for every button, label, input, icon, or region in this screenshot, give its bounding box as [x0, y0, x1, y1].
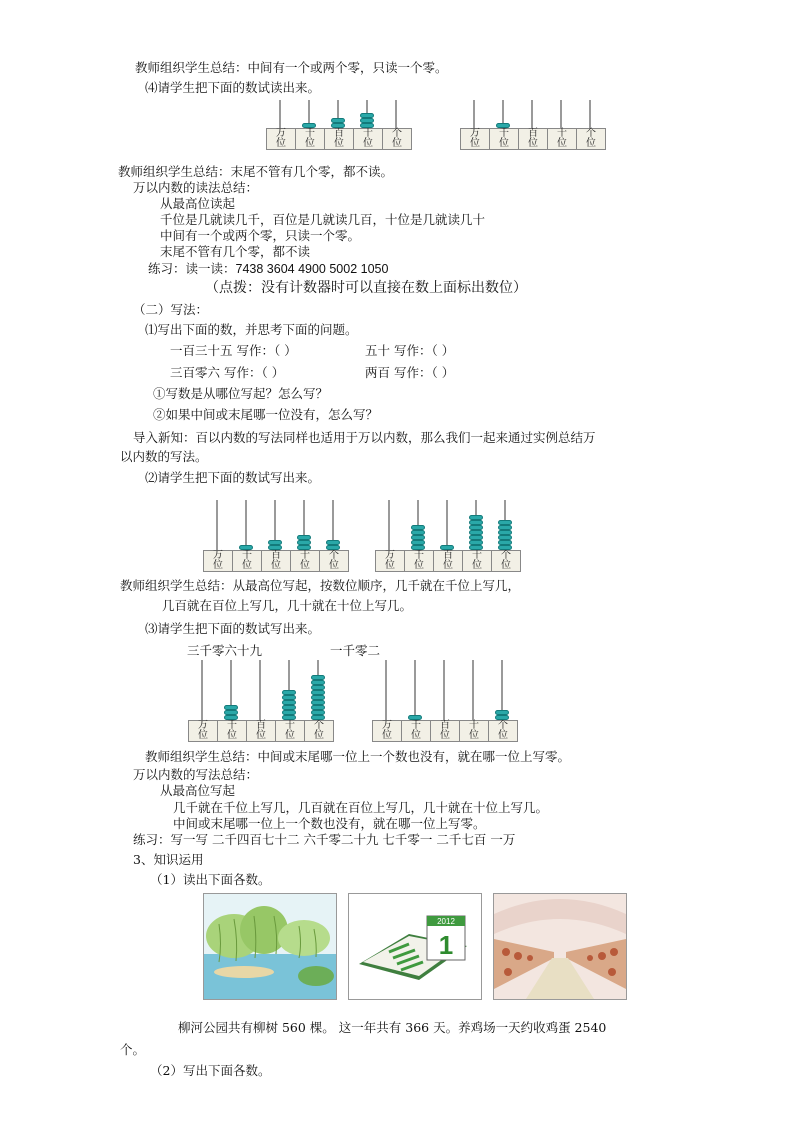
abacus-bead — [282, 715, 296, 720]
question-1: ①写数是从哪位写起？怎么写？ — [153, 386, 329, 401]
willow-park-image — [203, 893, 337, 1000]
abacus-3 — [203, 500, 355, 572]
abacus-bead — [311, 705, 325, 710]
place-label: 千 位 — [405, 551, 434, 571]
place-label: 百 位 — [519, 129, 548, 149]
summary-line-3b: 几百就在百位上写几，几十就在十位上写几。 — [162, 598, 413, 613]
abacus-rod — [414, 660, 416, 720]
place-label: 十 位 — [354, 129, 383, 149]
abacus-rod — [443, 660, 445, 720]
abacus-bead — [496, 123, 510, 128]
abacus-2 — [460, 100, 612, 150]
abacus-bead — [268, 545, 282, 550]
abacus-bead — [311, 700, 325, 705]
abacus-5 — [188, 660, 340, 742]
place-label: 百 位 — [262, 551, 291, 571]
abacus-bead — [282, 710, 296, 715]
calendar-day: 1 — [438, 930, 454, 960]
abacus-bead — [498, 545, 512, 550]
abacus-rod — [531, 100, 533, 128]
place-label: 千 位 — [233, 551, 262, 571]
question-2: ②如果中间或末尾哪一位没有，怎么写？ — [153, 407, 379, 422]
abacus-bead — [311, 695, 325, 700]
abacus-rod — [385, 660, 387, 720]
section-writing: （二）写法： — [133, 302, 209, 317]
abacus-bead — [469, 540, 483, 545]
abacus-bead — [498, 520, 512, 525]
abacus-bead — [440, 545, 454, 550]
abacus-base — [203, 550, 349, 572]
abacus-bead — [360, 113, 374, 118]
abacus-bead — [282, 695, 296, 700]
abacus-bead — [495, 710, 509, 715]
place-label: 万 位 — [376, 551, 405, 571]
abacus-rod — [388, 500, 390, 550]
abacus-bead — [498, 525, 512, 530]
abacus-bead — [311, 680, 325, 685]
abacus-bead — [469, 545, 483, 550]
abacus-bead — [302, 123, 316, 128]
abacus-bead — [411, 535, 425, 540]
step-3-title: ⑶请学生把下面的数试写出来。 — [145, 621, 321, 636]
abacus-base — [375, 550, 521, 572]
place-label: 百 位 — [325, 129, 354, 149]
abacus-bead — [411, 530, 425, 535]
chicken-farm-image — [493, 893, 627, 1000]
write-item-2: 五十 写作：（ ） — [365, 343, 455, 358]
apply-sentence: 柳河公园共有柳树 560 棵。 这一年共有 366 天。养鸡场一天约收鸡蛋 2540 — [178, 1020, 607, 1035]
summary-line-4: 教师组织学生总结：中间或末尾哪一位上一个数也没有，就在哪一位上写零。 — [145, 749, 571, 764]
abacus-bead — [411, 525, 425, 530]
place-label: 千 位 — [296, 129, 325, 149]
place-label: 个 位 — [314, 720, 324, 741]
abacus-bead — [498, 530, 512, 535]
abacus-rod — [216, 500, 218, 550]
abacus-4 — [375, 500, 527, 572]
number-b-label: 一千零二 — [330, 643, 381, 658]
abacus-rod — [245, 500, 247, 550]
place-label: 百 位 — [247, 721, 276, 741]
place-label: 百 位 — [434, 551, 463, 571]
apply-2-title: （2）写出下面各数。 — [150, 1063, 271, 1078]
abacus-bead — [268, 540, 282, 545]
abacus-rod — [279, 100, 281, 128]
summary-line-3a: 教师组织学生总结：从最高位写起，按数位顺序，几千就在千位上写几， — [120, 578, 521, 593]
number-a-label: 三千零六十九 — [187, 643, 263, 658]
writing-summary-title: 万以内数的写法总结： — [133, 767, 259, 782]
abacus-bead — [408, 715, 422, 720]
abacus-base — [188, 720, 334, 742]
write-item-3: 三百零六 写作：（ ） — [170, 365, 285, 380]
abacus-bead — [326, 540, 340, 545]
abacus-bead — [495, 715, 509, 720]
place-label: 万 位 — [204, 551, 233, 571]
abacus-bead — [297, 545, 311, 550]
abacus-bead — [239, 545, 253, 550]
place-label: 万 位 — [461, 129, 490, 149]
abacus-rod — [395, 100, 397, 128]
abacus-bead — [498, 535, 512, 540]
place-label: 千 位 — [402, 721, 431, 741]
abacus-bead — [311, 715, 325, 720]
abacus-base — [460, 128, 606, 150]
write-item-4: 两百 写作：（ ） — [365, 365, 455, 380]
abacus-rod — [589, 100, 591, 128]
place-label: 个 位 — [501, 550, 511, 571]
abacus-bead — [469, 530, 483, 535]
place-label: 十 位 — [460, 721, 489, 741]
hint-line: （点拨：没有计数器时可以直接在数上面标出数位） — [205, 279, 527, 295]
place-label: 十 位 — [291, 551, 320, 571]
write-item-1: 一百三十五 写作：（ ） — [170, 343, 297, 358]
abacus-bead — [282, 700, 296, 705]
step-1-title: ⑴写出下面的数，并思考下面的问题。 — [145, 322, 358, 337]
abacus-rod — [446, 500, 448, 550]
reading-summary-title: 万以内数的读法总结： — [133, 180, 259, 195]
place-label: 个 位 — [498, 720, 508, 741]
abacus-bead — [360, 118, 374, 123]
place-label: 万 位 — [189, 721, 218, 741]
place-label: 万 位 — [373, 721, 402, 741]
writing-rule-2: 几千就在千位上写几，几百就在百位上写几，几十就在十位上写几。 — [173, 800, 549, 815]
abacus-bead — [326, 545, 340, 550]
place-label: 千 位 — [218, 721, 247, 741]
abacus-bead — [411, 540, 425, 545]
step-4-title: ⑷请学生把下面的数试读出来。 — [145, 80, 321, 95]
abacus-bead — [282, 690, 296, 695]
abacus-bead — [331, 123, 345, 128]
abacus-bead — [469, 520, 483, 525]
place-label: 百 位 — [431, 721, 460, 741]
reading-rule-1: 从最高位读起 — [160, 196, 236, 211]
practice-read: 练习：读一读：7438 3604 4900 5002 1050 — [148, 261, 389, 276]
abacus-bead — [311, 690, 325, 695]
abacus-bead — [331, 118, 345, 123]
abacus-bead — [311, 710, 325, 715]
place-label: 千 位 — [490, 129, 519, 149]
reading-rule-4: 末尾不管有几个零，都不读 — [160, 244, 311, 259]
abacus-bead — [297, 540, 311, 545]
place-label: 个 位 — [586, 128, 596, 149]
abacus-base — [372, 720, 518, 742]
abacus-rod — [472, 660, 474, 720]
abacus-bead — [297, 535, 311, 540]
abacus-bead — [469, 525, 483, 530]
abacus-bead — [224, 715, 238, 720]
abacus-bead — [469, 535, 483, 540]
abacus-rod — [560, 100, 562, 128]
practice-write: 练习：写一写 二千四百七十二 六千零二十九 七千零一 二千七百 一万 — [133, 832, 516, 847]
abacus-bead — [498, 540, 512, 545]
abacus-base — [266, 128, 412, 150]
abacus-bead — [411, 545, 425, 550]
abacus-bead — [311, 685, 325, 690]
intro-line-b: 以内数的写法。 — [120, 449, 208, 464]
reading-rule-3: 中间有一个或两个零，只读一个零。 — [160, 228, 361, 243]
step-2-title: ⑵请学生把下面的数试写出来。 — [145, 470, 321, 485]
section-apply: 3、知识运用 — [133, 852, 204, 867]
abacus-bead — [360, 123, 374, 128]
abacus-rod — [201, 660, 203, 720]
abacus-rod — [259, 660, 261, 720]
place-label: 万 位 — [267, 129, 296, 149]
place-label: 十 位 — [548, 129, 577, 149]
abacus-bead — [311, 675, 325, 680]
place-label: 十 位 — [276, 721, 305, 741]
writing-rule-1: 从最高位写起 — [160, 783, 236, 798]
place-label: 个 位 — [329, 550, 339, 571]
apply-1-title: （1）读出下面各数。 — [150, 872, 271, 887]
apply-sentence-end: 个。 — [120, 1042, 146, 1057]
summary-line-2: 教师组织学生总结：末尾不管有几个零，都不读。 — [118, 164, 394, 179]
abacus-bead — [282, 705, 296, 710]
abacus-bead — [224, 705, 238, 710]
calendar-image — [348, 893, 482, 1000]
abacus-6 — [372, 660, 524, 742]
reading-rule-2: 千位是几就读几千，百位是几就读几百，十位是几就读几十 — [160, 212, 486, 227]
place-label: 个 位 — [392, 128, 402, 149]
writing-rule-3: 中间或末尾哪一位上一个数也没有，就在哪一位上写零。 — [173, 816, 486, 831]
summary-line-1: 教师组织学生总结：中间有一个或两个零，只读一个零。 — [135, 60, 448, 75]
intro-line-a: 导入新知：百以内数的写法同样也适用于万以内数，那么我们一起来通过实例总结万 — [133, 430, 596, 445]
abacus-rod — [473, 100, 475, 128]
abacus-bead — [469, 515, 483, 520]
place-label: 十 位 — [463, 551, 492, 571]
abacus-1 — [266, 100, 418, 150]
abacus-bead — [224, 710, 238, 715]
calendar-year: 2012 — [437, 917, 455, 926]
